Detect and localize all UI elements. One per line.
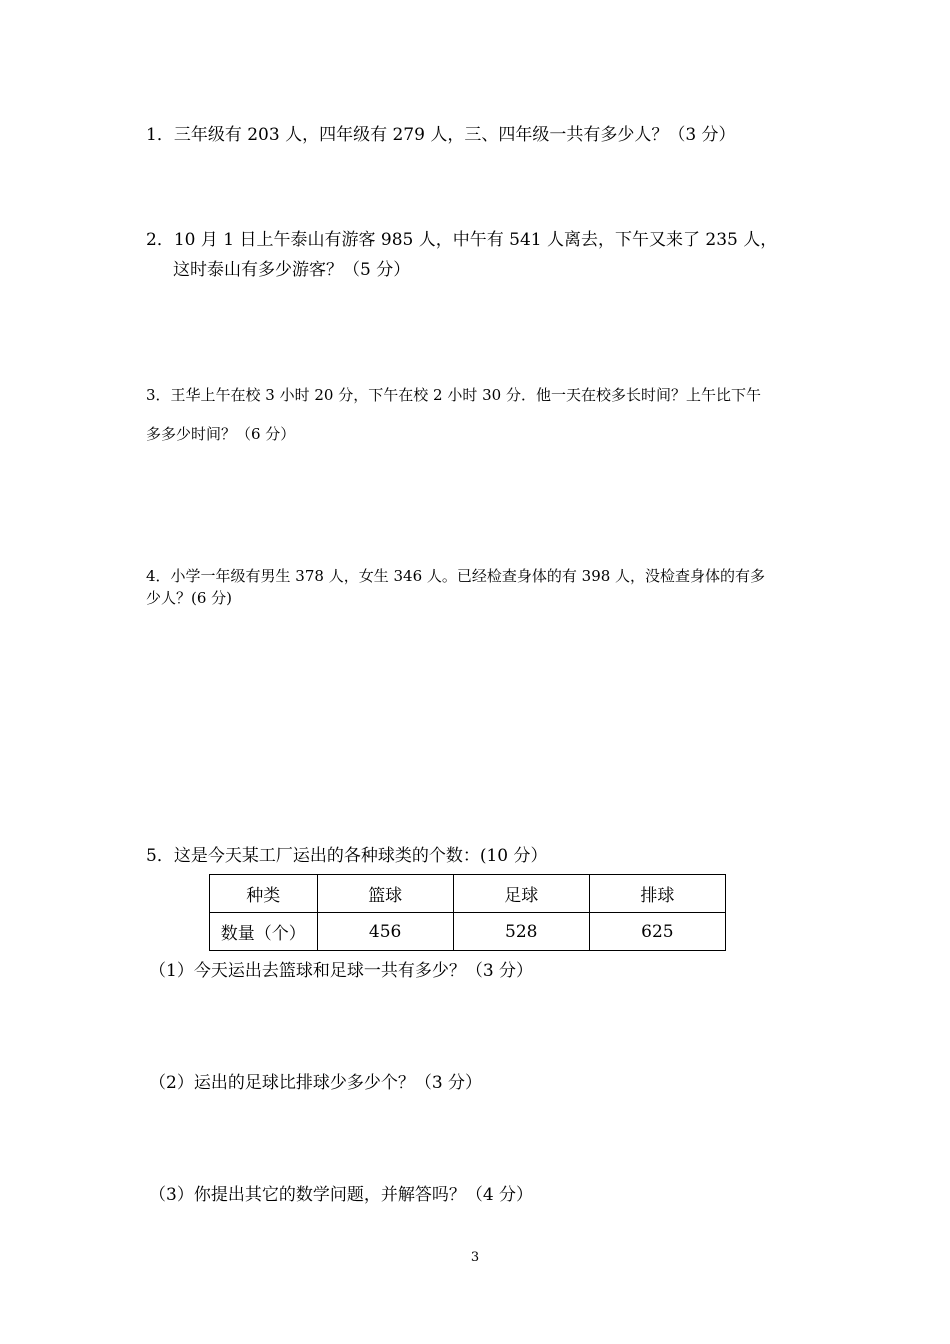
question-4-line-2: 少人？(6 分) (146, 589, 233, 607)
question-5-intro: 5．这是今天某工厂运出的各种球类的个数：(10 分） (146, 846, 548, 866)
sub-question-2: （2）运出的足球比排球少多少个？（3 分） (149, 1073, 483, 1093)
ball-count-table (209, 874, 726, 951)
sub-question-1: （1）今天运出去篮球和足球一共有多少？（3 分） (149, 961, 534, 981)
table-row (210, 913, 726, 951)
question-3-line-1: 3．王华上午在校 3 小时 20 分，下午在校 2 小时 30 分．他一天在校多长时间？上午比下午 (146, 386, 761, 404)
question-2 (146, 225, 777, 285)
table-header-row (210, 875, 726, 913)
table-cell: 528 (453, 913, 589, 951)
table-cell: 篮球 (317, 875, 453, 913)
table-cell: 625 (589, 913, 725, 951)
table-cell: 排球 (589, 875, 725, 913)
question-3-line-2: 多多少时间？（6 分） (146, 425, 296, 443)
question-2-line-1: 2．10 月 1 日上午泰山有游客 985 人，中午有 541 人离去，下午又来了 235 人， (146, 230, 778, 250)
question-4-line-1: 4．小学一年级有男生 378 人，女生 346 人。已经检查身体的有 398 人，没检查身体的有多 (146, 567, 766, 585)
sub-question-3: （3）你提出其它的数学问题，并解答吗？（4 分） (149, 1185, 534, 1205)
table-cell: 足球 (453, 875, 589, 913)
question-2-line-2: 这时泰山有多少游客？（5 分） (173, 260, 411, 280)
table-cell: 456 (317, 913, 453, 951)
page-number: 3 (470, 1250, 480, 1265)
question-1: 1．三年级有 203 人，四年级有 279 人，三、四年级一共有多少人？（3 分） (146, 125, 736, 145)
table-cell: 种类 (210, 875, 318, 913)
table-cell: 数量（个） (210, 913, 318, 951)
question-4 (146, 565, 765, 609)
